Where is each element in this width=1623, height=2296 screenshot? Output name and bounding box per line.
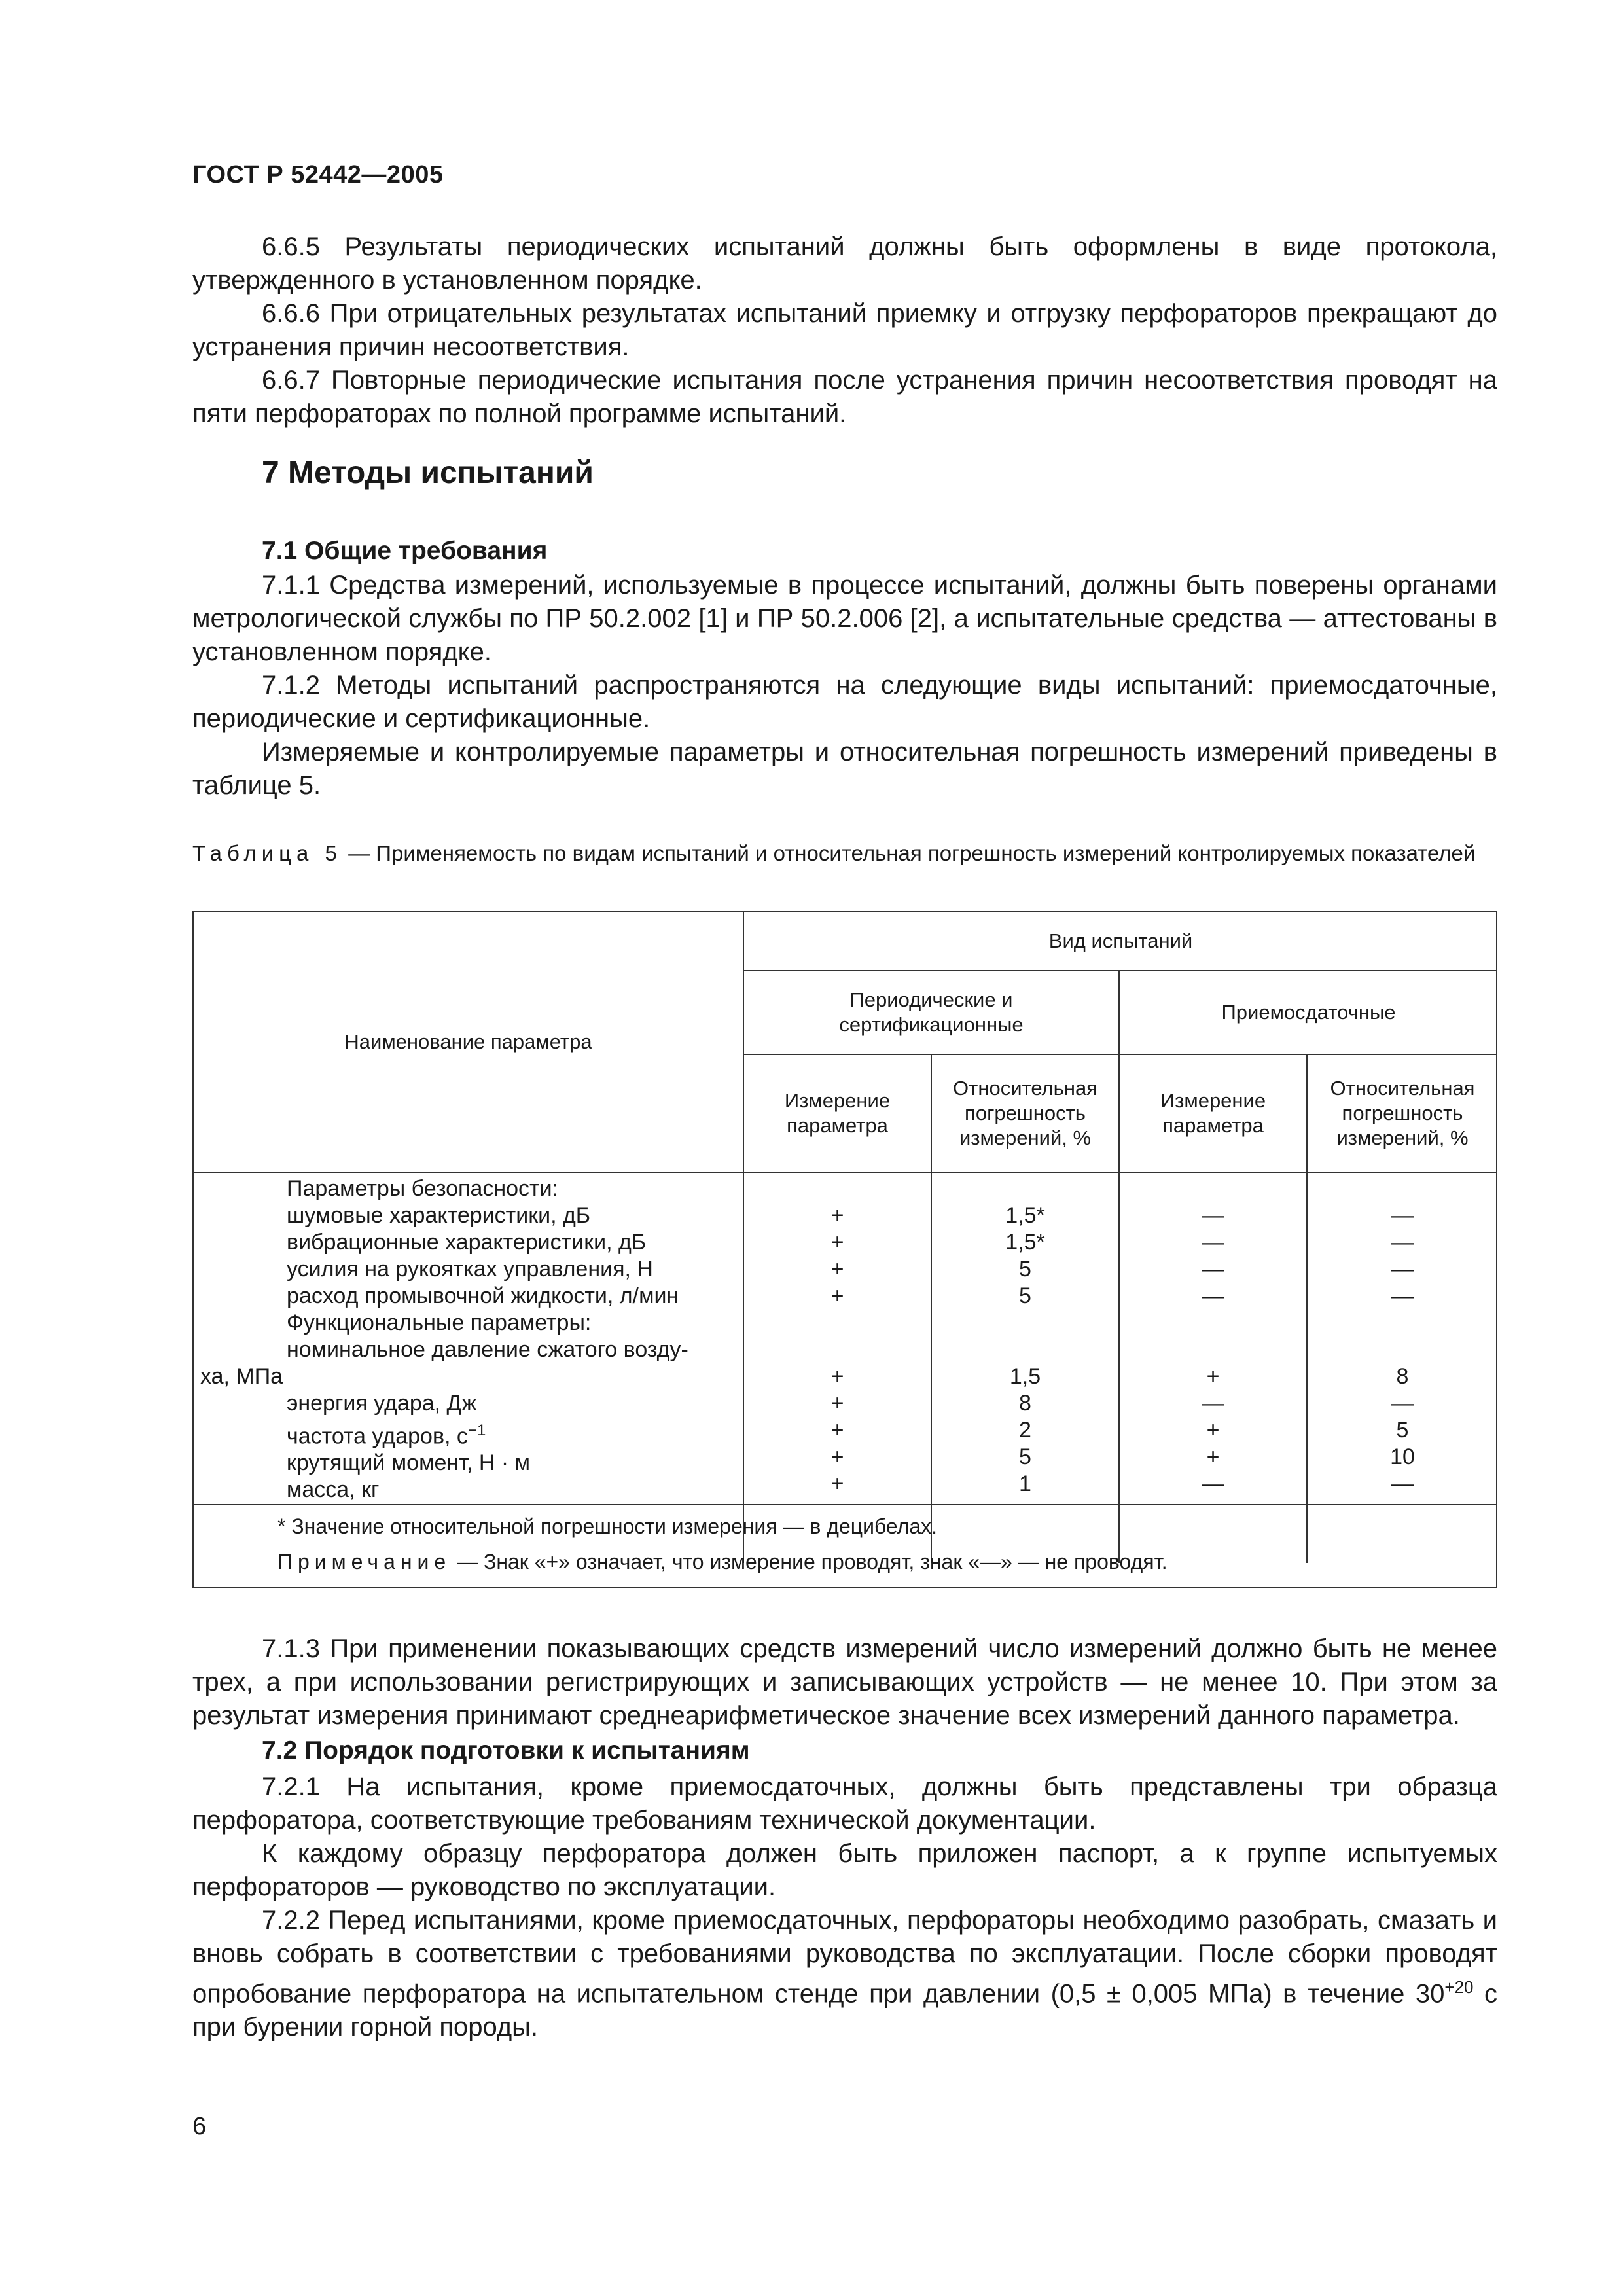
table-cell-a-meas: — bbox=[1202, 1283, 1224, 1308]
table-cell-p-meas: + bbox=[830, 1283, 844, 1308]
group-header-acceptance: Приемосдаточные bbox=[1221, 1001, 1396, 1024]
table-caption bbox=[192, 839, 1497, 868]
subsection-title-71: 7.1 Общие требования bbox=[262, 537, 548, 565]
table-cell-a-err: — bbox=[1391, 1283, 1414, 1308]
periodic-error-column bbox=[932, 1175, 1118, 1498]
table-cell-a-meas: — bbox=[1202, 1471, 1224, 1496]
table-cell-a-meas: + bbox=[1206, 1364, 1220, 1389]
table-caption-text: — Применяемость по видам испытаний и относительная погрешность измерений контролируемых показателей bbox=[342, 841, 1476, 865]
unit-superscript: −1 bbox=[467, 1422, 486, 1439]
table-cell-a-err: — bbox=[1391, 1471, 1414, 1496]
table-cell-p-meas: + bbox=[830, 1471, 844, 1496]
table-cell-p-err: 2 bbox=[1019, 1418, 1031, 1443]
table-cell-a-err: 5 bbox=[1396, 1418, 1409, 1443]
table-cell-p-err: 1,5 bbox=[1009, 1364, 1041, 1389]
table-cell-a-err: — bbox=[1391, 1230, 1414, 1255]
table-cell-a-err bbox=[1308, 1310, 1497, 1336]
paragraphs-71 bbox=[192, 569, 1497, 802]
table-cell-a-meas: + bbox=[1206, 1444, 1220, 1469]
table-row-param-name: ха, МПа bbox=[200, 1364, 283, 1389]
table-note bbox=[277, 1550, 1168, 1574]
table-cell-p-meas: + bbox=[830, 1418, 844, 1443]
paragraphs-top bbox=[192, 230, 1497, 431]
table-cell-p-meas bbox=[744, 1336, 931, 1363]
acceptance-error-column bbox=[1308, 1175, 1497, 1498]
data-table bbox=[192, 911, 1497, 1588]
table-row-param-name: Параметры безопасности: bbox=[287, 1176, 559, 1201]
table-cell-p-meas: + bbox=[830, 1230, 844, 1255]
paragraph-722-sup: +20 bbox=[1444, 1977, 1474, 1997]
table-footnote: * Значение относительной погрешности измерения — в децибелах. bbox=[277, 1515, 938, 1538]
table-cell-a-meas: — bbox=[1202, 1203, 1224, 1228]
periodic-measure-column bbox=[744, 1175, 931, 1498]
col-header-param: Наименование параметра bbox=[344, 1030, 592, 1053]
paragraph-711: 7.1.1 Средства измерений, используемые в процессе испытаний, должны быть поверены органами метрологической службы по ПР 50.2.002 [1] и ПР 50.2.006 [2], а испытательные средства — аттестованы в установленном порядке. bbox=[192, 571, 1497, 666]
table-cell-p-meas: + bbox=[830, 1257, 844, 1282]
document-header: ГОСТ Р 52442—2005 bbox=[192, 161, 444, 188]
paragraph-721: 7.2.1 На испытания, кроме приемосдаточных, должны быть представлены три образца перфоратора, соответствующие требованиям технической документации. bbox=[192, 1772, 1497, 1835]
table-cell-p-meas: + bbox=[830, 1364, 844, 1389]
param-names-column bbox=[200, 1175, 736, 1503]
table-cell-a-err: 10 bbox=[1390, 1444, 1415, 1469]
table-row-param-name: энергия удара, Дж bbox=[287, 1391, 477, 1416]
paragraph-712-cont: Измеряемые и контролируемые параметры и относительная погрешность измерений приведены в таблице 5. bbox=[192, 738, 1497, 800]
table-cell-a-err: — bbox=[1391, 1203, 1414, 1228]
paragraph-667: 6.6.7 Повторные периодические испытания после устранения причин несоответствия проводят на пяти перфораторах по полной программе испытаний. bbox=[192, 366, 1497, 428]
table-cell-a-meas bbox=[1120, 1175, 1306, 1202]
table-row-param-name: номинальное давление сжатого возду- bbox=[287, 1337, 688, 1362]
col-header-test-type: Вид испытаний bbox=[1048, 929, 1193, 952]
paragraph-666: 6.6.6 При отрицательных результатах испытаний приемку и отгрузку перфораторов прекращают до устранения причин несоответствия. bbox=[192, 299, 1497, 361]
table-cell-p-meas: + bbox=[830, 1203, 844, 1228]
table-cell-a-err bbox=[1308, 1175, 1497, 1202]
section-title: 7 Методы испытаний bbox=[262, 456, 594, 490]
paragraph-722 bbox=[192, 1904, 1497, 2044]
table-row-param-name: частота ударов, $с^{-1}$ bbox=[287, 1422, 486, 1449]
table-cell-p-meas: + bbox=[830, 1444, 844, 1469]
table-cell-p-meas bbox=[744, 1175, 931, 1202]
table-cell-a-meas: — bbox=[1202, 1391, 1224, 1416]
table-row-param-name: Функциональные параметры: bbox=[287, 1310, 592, 1335]
paragraph-722-after: с при бурении горной породы. bbox=[192, 1979, 1497, 2042]
paragraph-722-before: 7.2.2 Перед испытаниями, кроме приемосдаточных, перфораторы необходимо разобрать, смазать и вновь собрать в соответствии с требованиями руководства по эксплуатации. После сборки проводят опробование перфоратора на испытательном стенде при давлении (0,5 ± 0,005 МПа) в течение 30 bbox=[192, 1906, 1497, 2009]
table-cell-p-err: 5 bbox=[1019, 1257, 1031, 1282]
paragraph-665: 6.6.5 Результаты периодических испытаний должны быть оформлены в виде протокола, утвержденного в установленном порядке. bbox=[192, 232, 1497, 295]
subheader-periodic-measure: Измерение параметра bbox=[784, 1089, 891, 1137]
table-note-text: — Знак «+» означает, что измерение проводят, знак «—» — не проводят. bbox=[451, 1550, 1168, 1573]
table-cell-a-err: — bbox=[1391, 1391, 1414, 1416]
paragraph-713-text: 7.1.3 При применении показывающих средств измерений число измерений должно быть не менее трех, а при использовании регистрирующих и записывающих устройств — не менее 10. При этом за результат измерения принимают среднеарифметическое значение всех измерений данного параметра. bbox=[192, 1634, 1497, 1730]
table-cell-p-err bbox=[932, 1175, 1118, 1202]
table-row-param-name: расход промывочной жидкости, л/мин bbox=[287, 1283, 679, 1308]
table-cell-a-meas bbox=[1120, 1336, 1306, 1363]
table-cell-a-err: 8 bbox=[1396, 1364, 1409, 1389]
subheader-periodic-error: Относительная погрешность измерений, % bbox=[953, 1077, 1097, 1149]
table-note-label: Примечание bbox=[277, 1550, 452, 1573]
table-cell-a-meas: — bbox=[1202, 1257, 1224, 1282]
table-cell-a-meas bbox=[1120, 1310, 1306, 1336]
table-cell-p-err: 8 bbox=[1019, 1391, 1031, 1416]
table-cell-a-meas: — bbox=[1202, 1230, 1224, 1255]
table-cell-p-err: 5 bbox=[1019, 1444, 1031, 1469]
paragraph-713 bbox=[192, 1632, 1497, 1732]
paragraph-712: 7.1.2 Методы испытаний распространяются на следующие виды испытаний: приемосдаточные, периодические и сертификационные. bbox=[192, 671, 1497, 733]
table-cell-p-err: 5 bbox=[1019, 1283, 1031, 1308]
table-cell-p-err bbox=[932, 1310, 1118, 1336]
subheader-acceptance-measure: Измерение параметра bbox=[1160, 1089, 1266, 1137]
subsection-title-72: 7.2 Порядок подготовки к испытаниям bbox=[262, 1736, 750, 1765]
acceptance-measure-column bbox=[1120, 1175, 1306, 1498]
table-cell-p-err bbox=[932, 1336, 1118, 1363]
page-number: 6 bbox=[192, 2113, 207, 2140]
paragraphs-72 bbox=[192, 1770, 1497, 2044]
paragraph-721-cont: К каждому образцу перфоратора должен быть приложен паспорт, а к группе испытуемых перфораторов — руководство по эксплуатации. bbox=[192, 1839, 1497, 1901]
table-row-param-name: масса, кг bbox=[287, 1477, 380, 1503]
table-cell-p-err: 1,5* bbox=[1005, 1203, 1045, 1228]
table-caption-label: Таблица 5 bbox=[192, 841, 342, 865]
table-cell-p-err: 1 bbox=[1019, 1471, 1031, 1496]
subheader-acceptance-error: Относительная погрешность измерений, % bbox=[1330, 1077, 1475, 1149]
table-row-param-name: вибрационные характеристики, дБ bbox=[287, 1230, 647, 1255]
group-header-periodic: Периодические и сертификационные bbox=[839, 988, 1024, 1036]
table-cell-p-meas bbox=[744, 1310, 931, 1336]
table-cell-a-err: — bbox=[1391, 1257, 1414, 1282]
table-row-param-name: шумовые характеристики, дБ bbox=[287, 1203, 591, 1228]
table-cell-p-err: 1,5* bbox=[1005, 1230, 1045, 1255]
table-cell-a-meas: + bbox=[1206, 1418, 1220, 1443]
table-row-param-name: крутящий момент, Н · м bbox=[287, 1450, 530, 1476]
table-cell-p-meas: + bbox=[830, 1391, 844, 1416]
table-cell-a-err bbox=[1308, 1336, 1497, 1363]
table-row-param-name: усилия на рукоятках управления, Н bbox=[287, 1257, 653, 1282]
